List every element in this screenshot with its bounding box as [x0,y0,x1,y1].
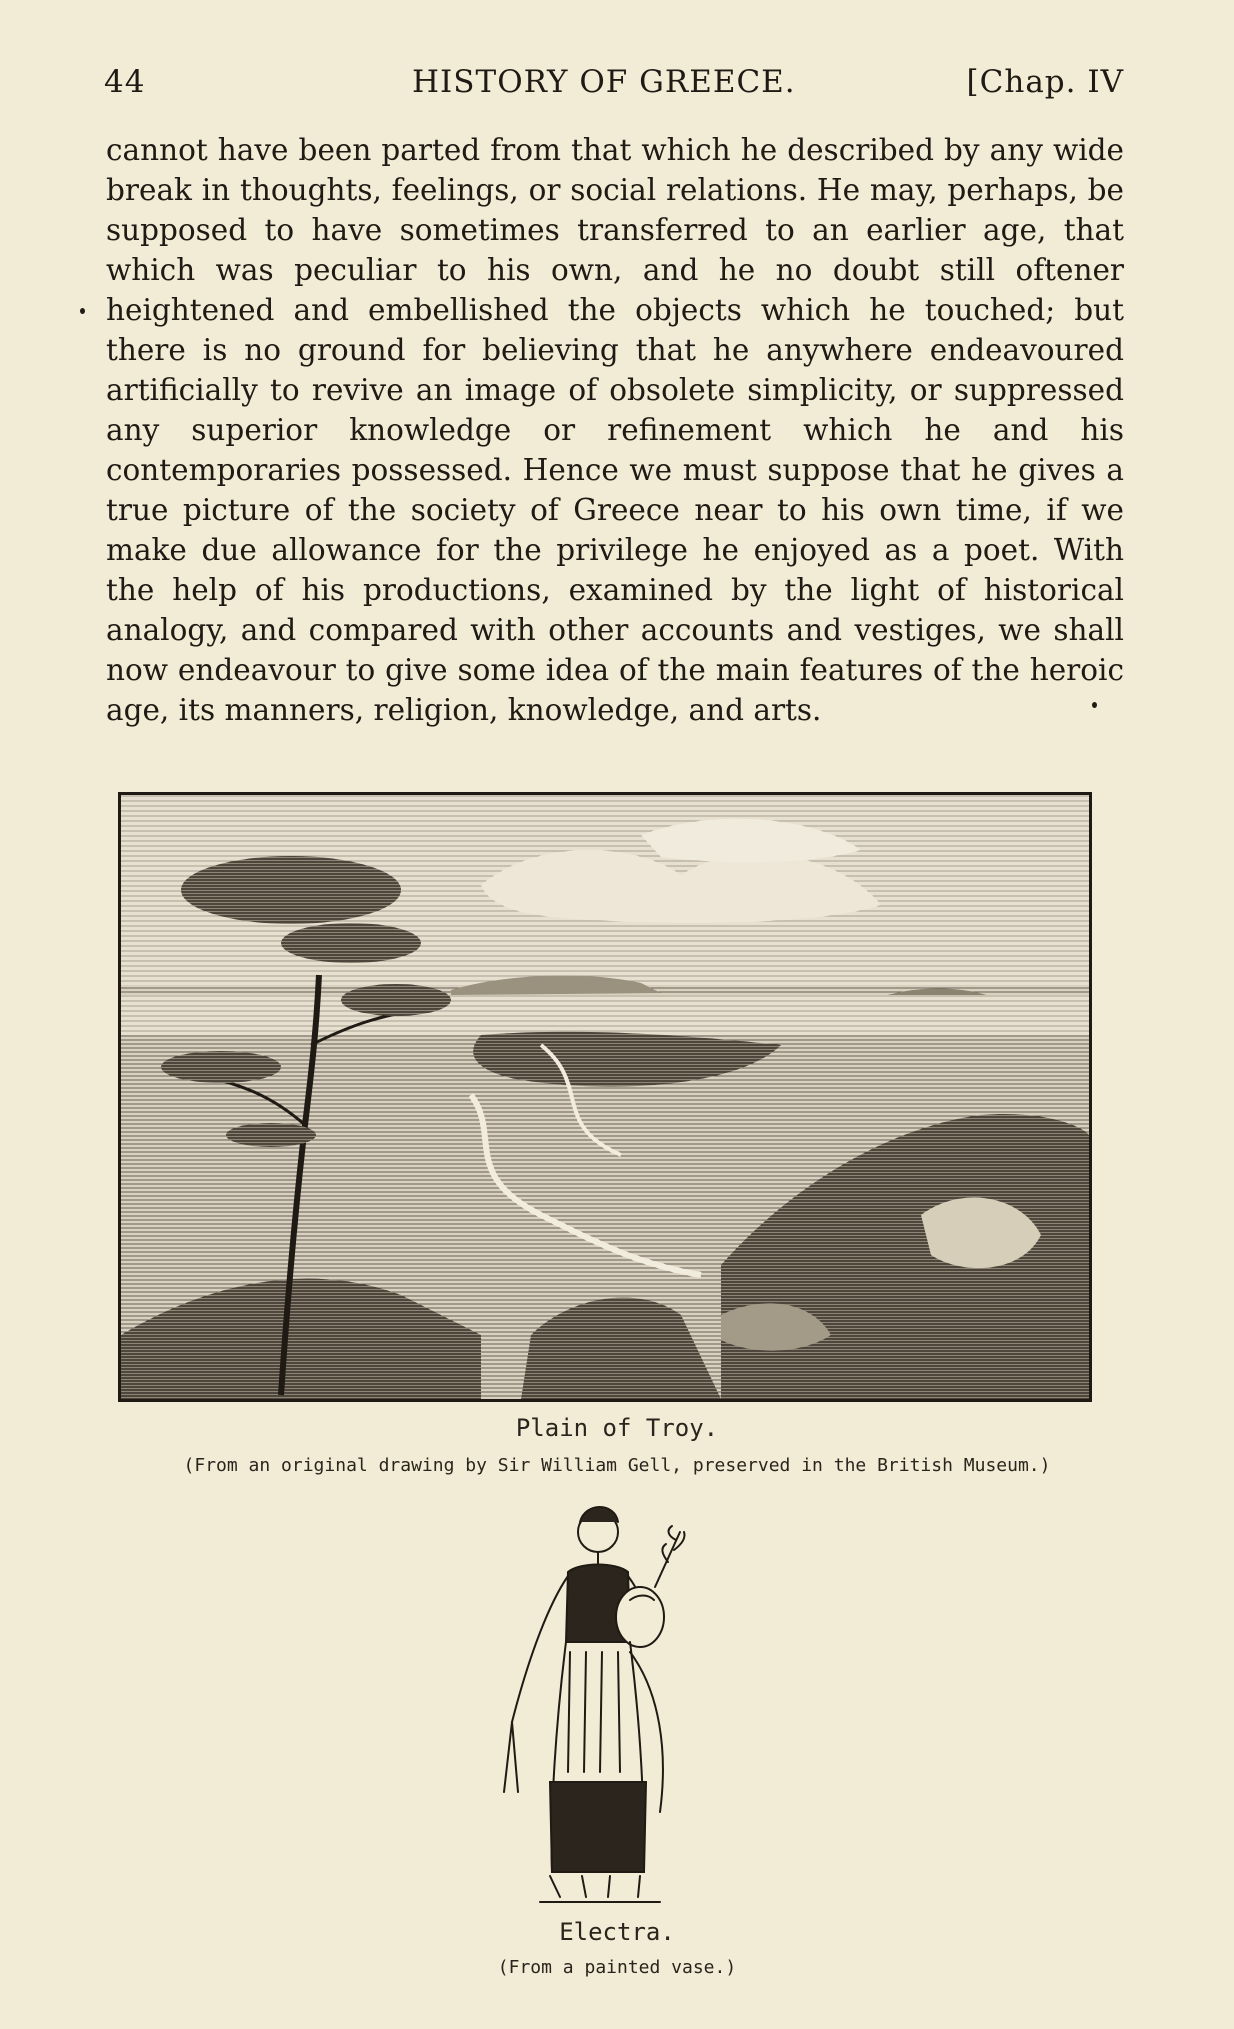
body-paragraph: cannot have been parted from that which he described by any wide break in thoughts, feelings, or social relations. He may, perhaps, be supposed to have sometimes transferred to an earlier age, that which was peculiar to his own, and he no doubt still oftener heightened and embellished the objects which he touched; but there is no ground for believing that he anywhere endeavoured artificially to revive an image of obsolete simplicity, or suppressed any superior knowledge or refinement which he and his contemporaries possessed. Hence we must suppose that he gives a true picture of the society of Greece near to his own time, if we make due allowance for the privilege he enjoyed as a poet. With the help of his productions, examined by the light of historical analogy, and compared with other accounts and vestiges, we shall now endeavour to give some idea of the main features of the heroic age, its manners, religion, knowledge, and arts. [106,133,1124,727]
figure-credit-plain-of-troy: (From an original drawing by Sir William Gell, preserved in the British Museum.) [183,1455,1051,1476]
print-speck [1092,702,1097,708]
running-title: HISTORY OF GREECE. [412,64,796,100]
print-speck [80,308,85,314]
page-number: 44 [104,64,146,100]
figure-credit-electra: (From a painted vase.) [497,1957,737,1978]
running-header [104,58,1124,108]
electra-figure-illustration [490,1492,730,1910]
chapter-label: [Chap. IV [966,64,1124,100]
figure-caption-electra: Electra. [559,1918,675,1946]
figure-caption-plain-of-troy: Plain of Troy. [515,1414,719,1442]
plain-of-troy-engraving [118,792,1092,1402]
